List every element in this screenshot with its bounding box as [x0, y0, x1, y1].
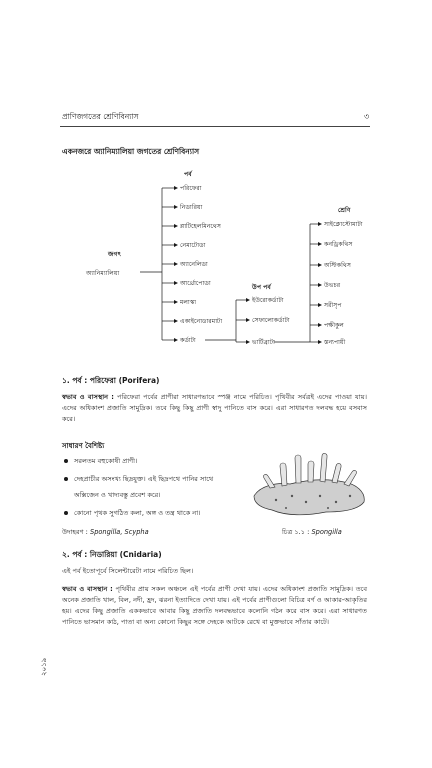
phylum-echinodermata: একাইনোডারমাটা [180, 318, 223, 325]
phylum-platyhelminthes: প্লাটিহেলমিনথেস [180, 223, 221, 230]
class-chondrichthyes: কনড্রিকথিস [324, 241, 353, 248]
class-column-label: শ্রেণি [338, 207, 351, 214]
porifera-habitat-text: পরিফেরা পর্বের প্রাণীরা সাধারণভাবে স্পঞ্জ নামে পরিচিত। পৃথিবীর সর্বত্রই এদের পাওয়া যায়। এদের অধিকাংশ প্রজাতি সামুদ্রিক। তবে কিছু কিছু প্রাণী স্বাদু পানিতে বাস করে। এরা সাধারণত দলবদ্ধ হয়ে বসবাস করে। [62, 393, 367, 423]
cnidaria-heading: ২. পর্ব : নিডারিয়া (Cnidaria) [62, 550, 162, 559]
feature-item: কোনো পৃথক সুগঠিত কলা, অঙ্গ ও তন্ত্র থাকে না। [64, 508, 201, 519]
subphylum-column-label: উপ পর্ব [252, 284, 271, 291]
bullet-icon [64, 511, 68, 515]
phylum-column-label: পর্ব [184, 171, 192, 178]
example-text: Spongilla, Scypha [90, 528, 149, 536]
class-cyclostomata: সাইক্লোস্টোমাটা [324, 221, 363, 228]
bullet-icon [64, 477, 68, 481]
class-reptilia: সরীসৃপ [324, 302, 342, 309]
page-number: ৩ [364, 112, 370, 121]
porifera-habitat-paragraph [62, 392, 367, 425]
cnidaria-habitat-label: স্বভাব ও বাসস্থান : [62, 585, 113, 593]
cnidaria-intro: এই পর্ব ইতোপূর্বে সিলেন্টারেটা নামে পরিচিত ছিল। [62, 567, 194, 575]
class-amphibia: উভচর [324, 282, 341, 289]
porifera-habitat-label: স্বভাব ও বাসস্থান : [62, 393, 114, 401]
figure-caption [282, 526, 342, 538]
phylum-porifera: পরিফেরা [180, 185, 202, 192]
side-page-number: ২০১৯ [40, 657, 48, 676]
running-title: প্রাণিজগতের শ্রেণিবিন্যাস [62, 112, 139, 121]
kingdom-label: জগৎ [108, 251, 121, 258]
classification-diagram [0, 0, 432, 360]
phylum-arthropoda: আর্থ্রোপোডা [180, 280, 211, 287]
bullet-icon [64, 459, 68, 463]
kingdom-name: অ্যানিম্যালিয়া [86, 270, 120, 277]
class-osteichthyes: অস্টিকথিস [324, 262, 351, 269]
figure-caption-prefix: চিত্র ১.১ : [282, 528, 310, 536]
phylum-mollusca: মলাস্কা [180, 299, 197, 306]
cnidaria-habitat-text: পৃথিবীর প্রায় সকল অঞ্চলে এই পর্বের প্রাণী দেখা যায়। এদের অধিকাংশ প্রজাতি সামুদ্রিক। তবে অনেক প্রজাতি খাল, বিল, নদী, হ্রদ, ঝরনা ইত্যাদিতে দেখা যায়। এই পর্বের প্রাণীগুলো বিচিত্র বর্ণ ও আকার-আকৃতির হয়। এদের কিছু প্রজাতি এককভাবে আবার কিছু প্রজাতি দলবদ্ধভাবে কলোনি গঠন করে বাস করে। এরা সাধারণত পানিতে ভাসমান কাঠ, পাতা বা অন্য কোনো কিছুর সঙ্গে দেহকে আটকে রেখে বা মুক্তভাবে সাঁতার কাটে। [62, 585, 367, 626]
subphylum-urochordata: ইউরোকর্ডাটা [252, 297, 284, 304]
feature-item: দেহপ্রাচীর অসংখ্য ছিদ্রযুক্ত। এই ছিদ্রপথে পানির সাথে [64, 474, 213, 485]
phylum-cnidaria: নিডারিয়া [180, 204, 203, 211]
subphylum-cephalochordata: সেফালোকর্ডাটা [252, 317, 290, 324]
porifera-heading: ১. পর্ব : পরিফেরা (Porifera) [62, 376, 160, 385]
feature-item: সরলতম বহুকোষী প্রাণী। [64, 456, 137, 467]
section-title: একনজরে অ্যানিম্যালিয়া জগতের শ্রেণিবিন্যাস [62, 147, 200, 156]
cnidaria-habitat-paragraph [62, 584, 367, 628]
spongilla-illustration [246, 452, 376, 522]
class-mammalia: স্তন্যপায়ী [324, 339, 346, 346]
phylum-chordata: কর্ডাটা [180, 337, 196, 344]
example-label: উদাহরণ : [62, 528, 88, 536]
feature-item-continued: অক্সিজেন ও খাদ্যবস্তু প্রবেশ করে। [74, 491, 161, 499]
subphylum-vertebrata: ভার্টিব্রাটা [252, 339, 275, 346]
porifera-features-heading: সাধারণ বৈশিষ্ট্য [62, 442, 105, 450]
phylum-annelida: অ্যানেলিডা [180, 261, 208, 268]
figure-caption-name: Spongilla [311, 528, 342, 536]
class-aves: পক্ষীকুল [324, 322, 344, 329]
example-line [62, 526, 149, 538]
phylum-nematoda: নেমাটোডা [180, 242, 206, 249]
